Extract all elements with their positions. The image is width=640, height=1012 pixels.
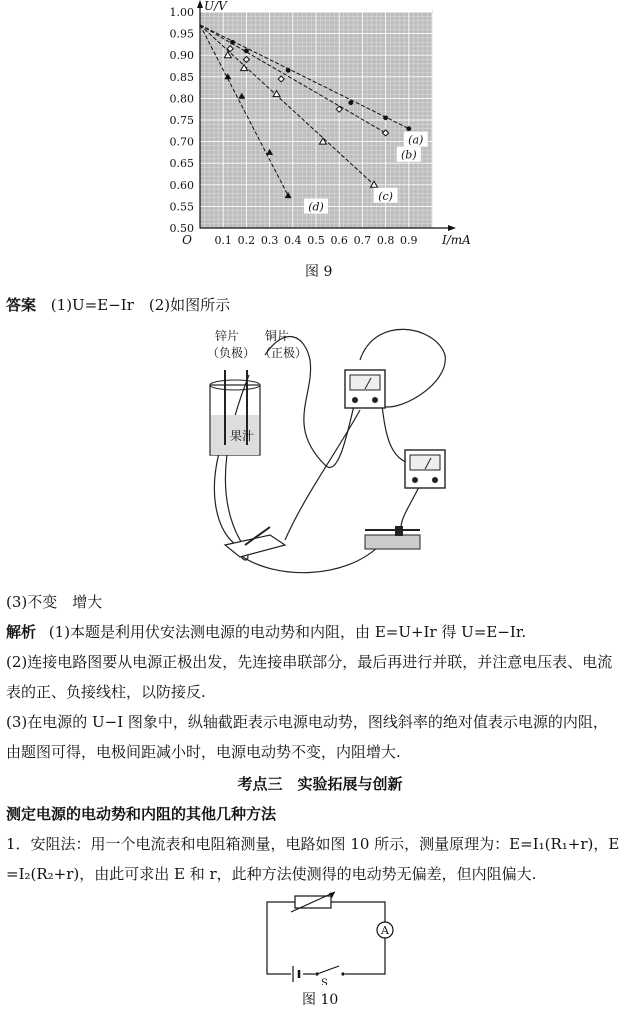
figure9-chart [150,0,480,260]
series-label: (d) [308,200,324,214]
meter-1 [345,370,385,408]
y-tick-label: 0.65 [169,157,194,171]
x-tick-label: 0.2 [237,234,256,247]
analysis-line5: 由题图可得，电极间距减小时，电源电动势不变，内阻增大. [6,743,401,761]
answer-part3: (3)不变 增大 [6,593,103,611]
data-point [406,126,411,131]
origin-label: O [182,233,192,247]
item1-line2: =I₂(R₂+r)，由此可求出 E 和 r，此种方法使测得的电动势无偏差，但内阻偏大. [6,865,537,883]
series-label: (b) [400,148,417,162]
x-tick-label: 0.7 [353,234,372,247]
y-tick-label: 0.50 [169,222,194,235]
y-tick-label: 0.60 [169,178,194,192]
series-label: (c) [378,189,393,203]
y-tick-label: 0.95 [169,27,194,41]
figure9-caption: 图 9 [305,264,333,280]
answer-part1: (1)U=E−Ir (2)如图所示 [50,296,231,314]
y-tick-label: 0.55 [169,200,194,214]
section-subheading: 测定电源的电动势和内阻的其他几种方法 [6,805,277,823]
analysis-line4: (3)在电源的 U−I 图象中，纵轴截距表示电源电动势，图线斜率的绝对值表示电源的内阻， [6,713,608,731]
y-tick-label: 0.70 [169,135,194,149]
analysis-label: 解析 [6,623,37,641]
analysis-line1: (1)本题是利用伏安法测电源的电动势和内阻，由 E=U+Ir 得 U=E−Ir. [48,623,527,641]
y-axis-arrow [197,0,203,8]
y-tick-label: 0.80 [169,92,194,106]
series-label: (a) [408,133,424,147]
answer-label: 答案 [6,296,37,314]
y-tick-label: 0.85 [169,70,194,84]
x-axis-arrow [448,225,456,231]
y-axis-label: U/V [204,0,227,13]
zinc-label: 锌片 [215,329,240,343]
switch-label: S [321,978,328,985]
figure10-circuit [255,890,395,985]
analysis-line3: 表的正、负接线柱，以防接反. [6,683,206,701]
x-tick-label: 0.4 [284,234,302,247]
copper-pole-label: （正极） [259,346,308,360]
section-heading: 考点三 实验拓展与创新 [237,775,403,793]
y-tick-label: 0.90 [169,49,194,63]
data-point [286,68,291,73]
y-tick-label: 1.00 [169,6,194,19]
rheostat [365,526,420,549]
x-tick-label: 0.1 [214,234,232,247]
analysis-line2: (2)连接电路图要从电源正极出发，先连接串联部分，最后再进行并联，并注意电压表、电流 [6,653,613,671]
x-axis-label: I/mA [442,233,471,247]
switch-board [225,527,285,557]
y-tick-label: 0.75 [169,114,194,127]
figure10-caption: 图 10 [302,992,339,1008]
x-tick-label: 0.8 [376,234,395,247]
meter-2 [405,450,445,488]
zinc-pole-label: （负极） [207,346,256,360]
x-tick-label: 0.5 [307,234,325,247]
item1-line1: 1．安阻法：用一个电流表和电阻箱测量，电路如图 10 所示，测量原理为：E=I₁(R₁+r)，E [6,835,620,853]
circuit-illustration [195,315,460,585]
answer-line [6,295,230,315]
copper-label: 铜片 [265,329,290,343]
data-point [383,115,388,120]
x-tick-label: 0.9 [400,234,418,247]
data-point [348,100,353,105]
juice-label: 果汁 [230,429,255,443]
x-tick-label: 0.6 [330,234,348,247]
x-tick-label: 0.3 [260,234,279,247]
analysis-line1-wrap [6,622,526,642]
ammeter-label: A [381,924,389,937]
